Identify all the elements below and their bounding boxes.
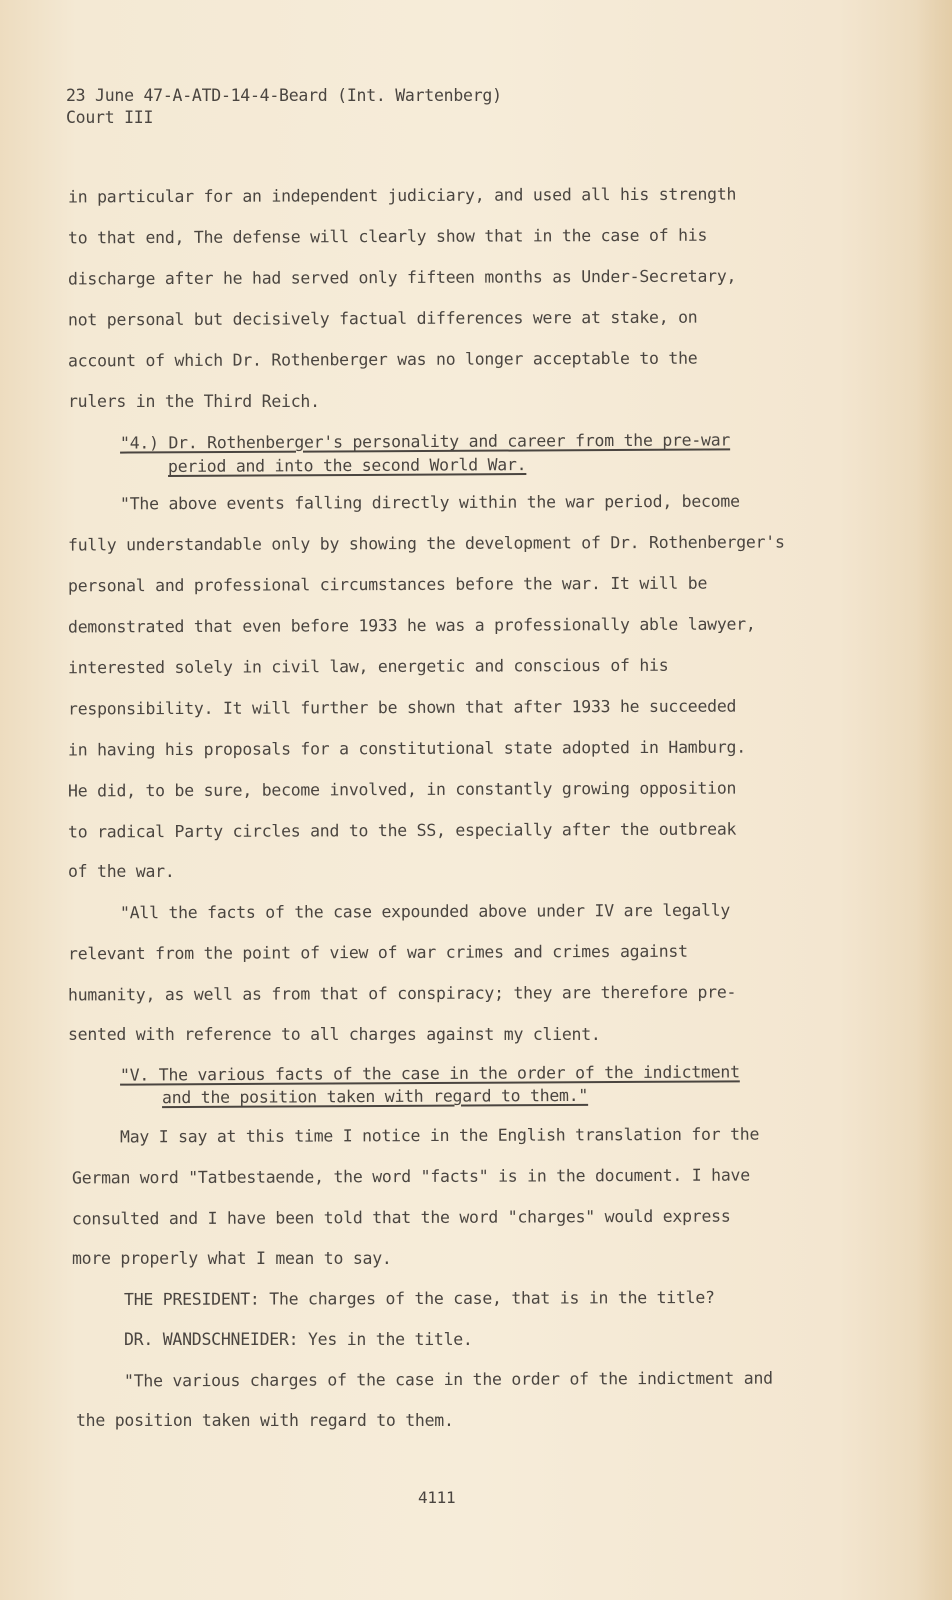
page-number: 4111 (418, 1488, 456, 1507)
body-line: responsibility. It will further be shown that after 1933 he succeeded (67, 696, 737, 719)
body-line: "The above events falling directly within the war period, become (119, 491, 740, 514)
speaker-line-wandschneider: DR. WANDSCHNEIDER: Yes in the title. (124, 1330, 473, 1349)
body-line: "All the facts of the case expounded above under IV are legally (119, 900, 731, 923)
body-line: fully understandable only by showing the development of Dr. Rothenberger's (67, 532, 785, 555)
paper-edge (916, 0, 952, 1600)
body-line: He did, to be sure, become involved, in constantly growing opposition (67, 778, 737, 801)
body-line: demonstrated that even before 1933 he was a professionally able lawyer, (67, 614, 756, 637)
body-line: humanity, as well as from that of conspiracy; they are therefore pre- (67, 982, 737, 1005)
header-line-2: Court III (66, 108, 154, 127)
body-line: to that end, The defense will clearly show that in the case of his (67, 225, 708, 248)
body-line: "The various charges of the case in the order of the indictment and (123, 1368, 773, 1391)
body-line: interested solely in civil law, energetic and conscious of his (67, 655, 669, 678)
body-line: the position taken with regard to them. (76, 1411, 454, 1430)
body-line: May I say at this time I notice in the English translation for the (119, 1124, 760, 1147)
body-line: account of which Dr. Rothenberger was no longer acceptable to the (67, 348, 698, 371)
body-line: German word "Tatbestaende, the word "facts" is in the document. I have (71, 1165, 750, 1188)
body-line: of the war. (68, 862, 175, 881)
body-line: relevant from the point of view of war crimes and crimes against (67, 941, 688, 964)
header-line-1: 23 June 47-A-ATD-14-4-Beard (Int. Wartenberg) (66, 86, 502, 105)
section-heading-4-continued: period and into the second World War. (167, 455, 527, 476)
body-line: in particular for an independent judiciary, and used all his strength (67, 184, 737, 207)
body-line: not personal but decisively factual differences were at stake, on (67, 307, 698, 330)
section-heading-v: "V. The various facts of the case in the order of the indictment (119, 1062, 740, 1085)
body-line: sented with reference to all charges against my client. (68, 1025, 601, 1044)
section-heading-4: "4.) Dr. Rothenberger's personality and career from the pre-war (119, 430, 731, 453)
body-line: consulted and I have been told that the word "charges" would express (71, 1206, 731, 1229)
body-line: rulers in the Third Reich. (68, 392, 320, 411)
body-line: to radical Party circles and to the SS, especially after the outbreak (67, 819, 737, 842)
section-heading-v-continued: and the position taken with regard to them." (161, 1085, 589, 1108)
body-line: discharge after he had served only fifteen months as Under-Secretary, (67, 266, 737, 289)
body-line: more properly what I mean to say. (72, 1249, 392, 1268)
body-line: in having his proposals for a constitutional state adopted in Hamburg. (67, 737, 746, 760)
body-line: personal and professional circumstances before the war. It will be (67, 573, 708, 596)
speaker-line-president: THE PRESIDENT: The charges of the case, that is in the title? (123, 1287, 715, 1310)
